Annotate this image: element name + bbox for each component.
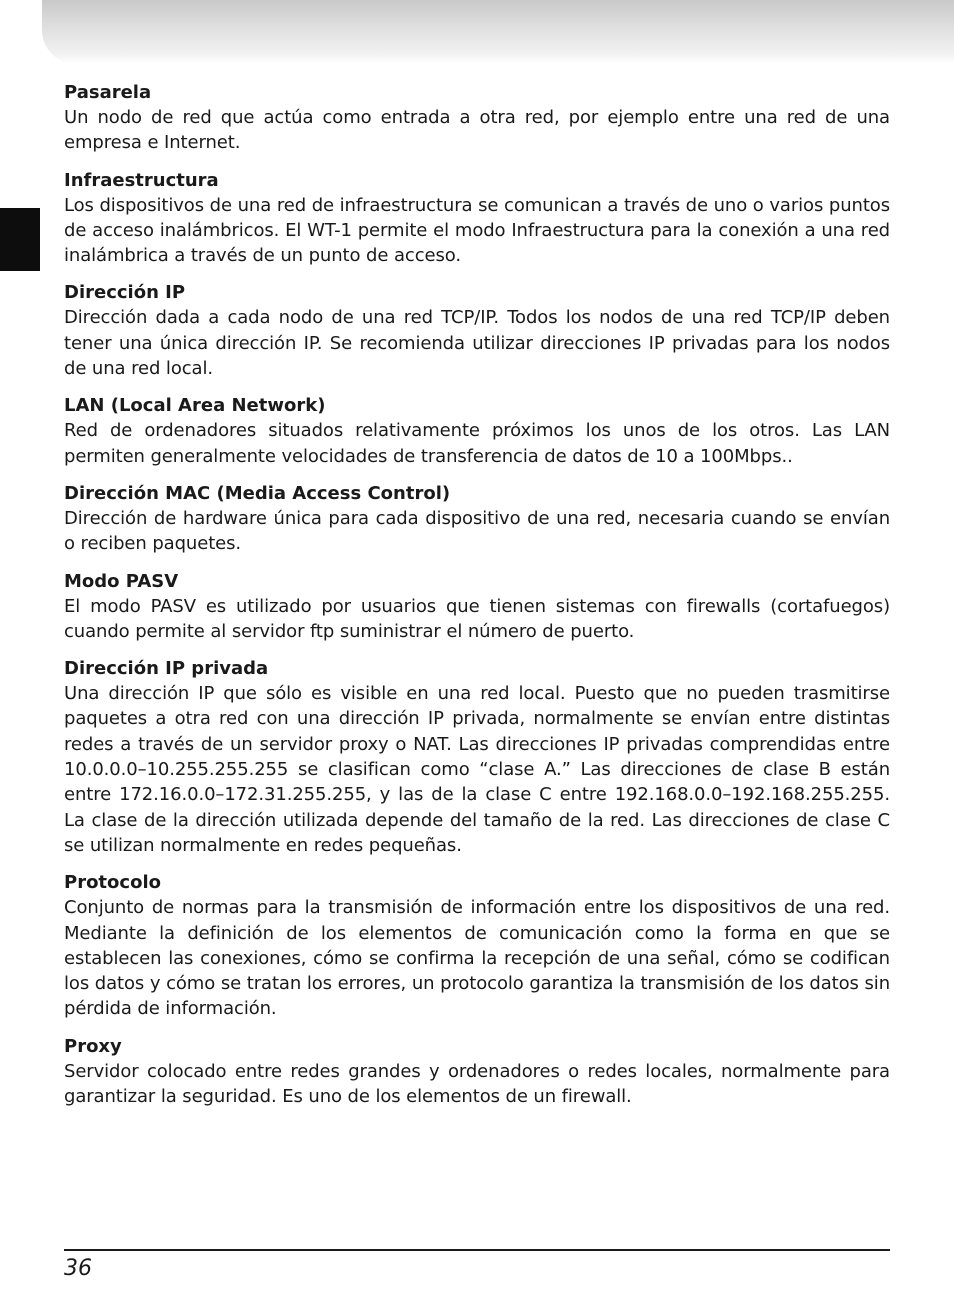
glossary-entry	[64, 393, 890, 469]
glossary-term: Protocolo	[64, 872, 161, 894]
glossary-term: Dirección MAC (Media Access Control)	[64, 482, 451, 504]
glossary-entry	[64, 569, 890, 645]
glossary-definition: Dirección de hardware única para cada dispositivo de una red, necesaria cuando se envían o reciben paquetes.	[64, 507, 890, 555]
glossary-definition: Los dispositivos de una red de infraestructura se comunican a través de uno o varios puntos de acceso inalámbricos. El WT-1 permite el modo Infraestructura para la conexión a una red inalámbrica a través de un punto de acceso.	[64, 194, 890, 267]
glossary-definition: Servidor colocado entre redes grandes y ordenadores o redes locales, normalmente para garantizar la seguridad. Es uno de los elementos de un firewall.	[64, 1060, 890, 1108]
glossary-entry	[64, 1034, 890, 1110]
section-tab-marker	[0, 208, 40, 271]
glossary-term: Dirección IP privada	[64, 658, 269, 680]
glossary-definition: Una dirección IP que sólo es visible en una red local. Puesto que no pueden trasmitirse paquetes a otra red con una dirección IP privada, normalmente se envían entre distintas redes a través de un servidor proxy o NAT. Las direcciones IP privadas comprendidas entre 10.0.0.0–10.255.255.255 se clasifican como “clase A.” Las direcciones de clase B están entre 172.16.0.0–172.31.255.255, y las de la clase C entre 192.168.0.0–192.168.255.255. La clase de la dirección utilizada depende del tamaño de la red. Las direcciones de clase C se utilizan normalmente en redes pequeñas.	[64, 683, 890, 856]
glossary-term: Modo PASV	[64, 570, 179, 592]
glossary-term: Proxy	[64, 1035, 122, 1057]
glossary-definition: El modo PASV es utilizado por usuarios que tienen sistemas con firewalls (cortafuegos) cuando permite al servidor ftp suministrar el número de puerto.	[64, 595, 890, 642]
glossary-definition: Conjunto de normas para la transmisión de información entre los dispositivos de una red. Mediante la definición de los elementos de comunicación como la forma en que se establecen las conexiones, cómo se confirma la recepción de una señal, cómo se codifican los datos y cómo se tratan los errores, un protocolo garantiza la transmisión de los datos sin pérdida de información.	[64, 897, 890, 1020]
glossary-definition: Red de ordenadores situados relativamente próximos los unos de los otros. Las LAN permiten generalmente velocidades de transferencia de datos de 10 a 100Mbps..	[64, 420, 890, 467]
page-number: 36	[64, 1256, 92, 1281]
glossary-definition: Dirección dada a cada nodo de una red TCP/IP. Todos los nodos de una red TCP/IP deben tener una única dirección IP. Se recomienda utilizar direcciones IP privadas para los nodos de una red local.	[64, 307, 890, 380]
glossary-term: Pasarela	[64, 82, 152, 103]
header-band	[42, 0, 954, 64]
footer-rule	[64, 1249, 890, 1251]
glossary-entry	[64, 870, 890, 1021]
glossary-entry	[64, 80, 890, 156]
glossary-definition: Un nodo de red que actúa como entrada a otra red, por ejemplo entre una red de una empresa e Internet.	[64, 107, 890, 154]
glossary-entry	[64, 481, 890, 557]
glossary-content	[64, 80, 890, 1121]
glossary-entry	[64, 168, 890, 269]
glossary-term: LAN (Local Area Network)	[64, 395, 326, 417]
glossary-term: Dirección IP	[64, 282, 186, 304]
glossary-term: Infraestructura	[64, 169, 219, 191]
glossary-entry	[64, 280, 890, 381]
glossary-entry	[64, 656, 890, 858]
